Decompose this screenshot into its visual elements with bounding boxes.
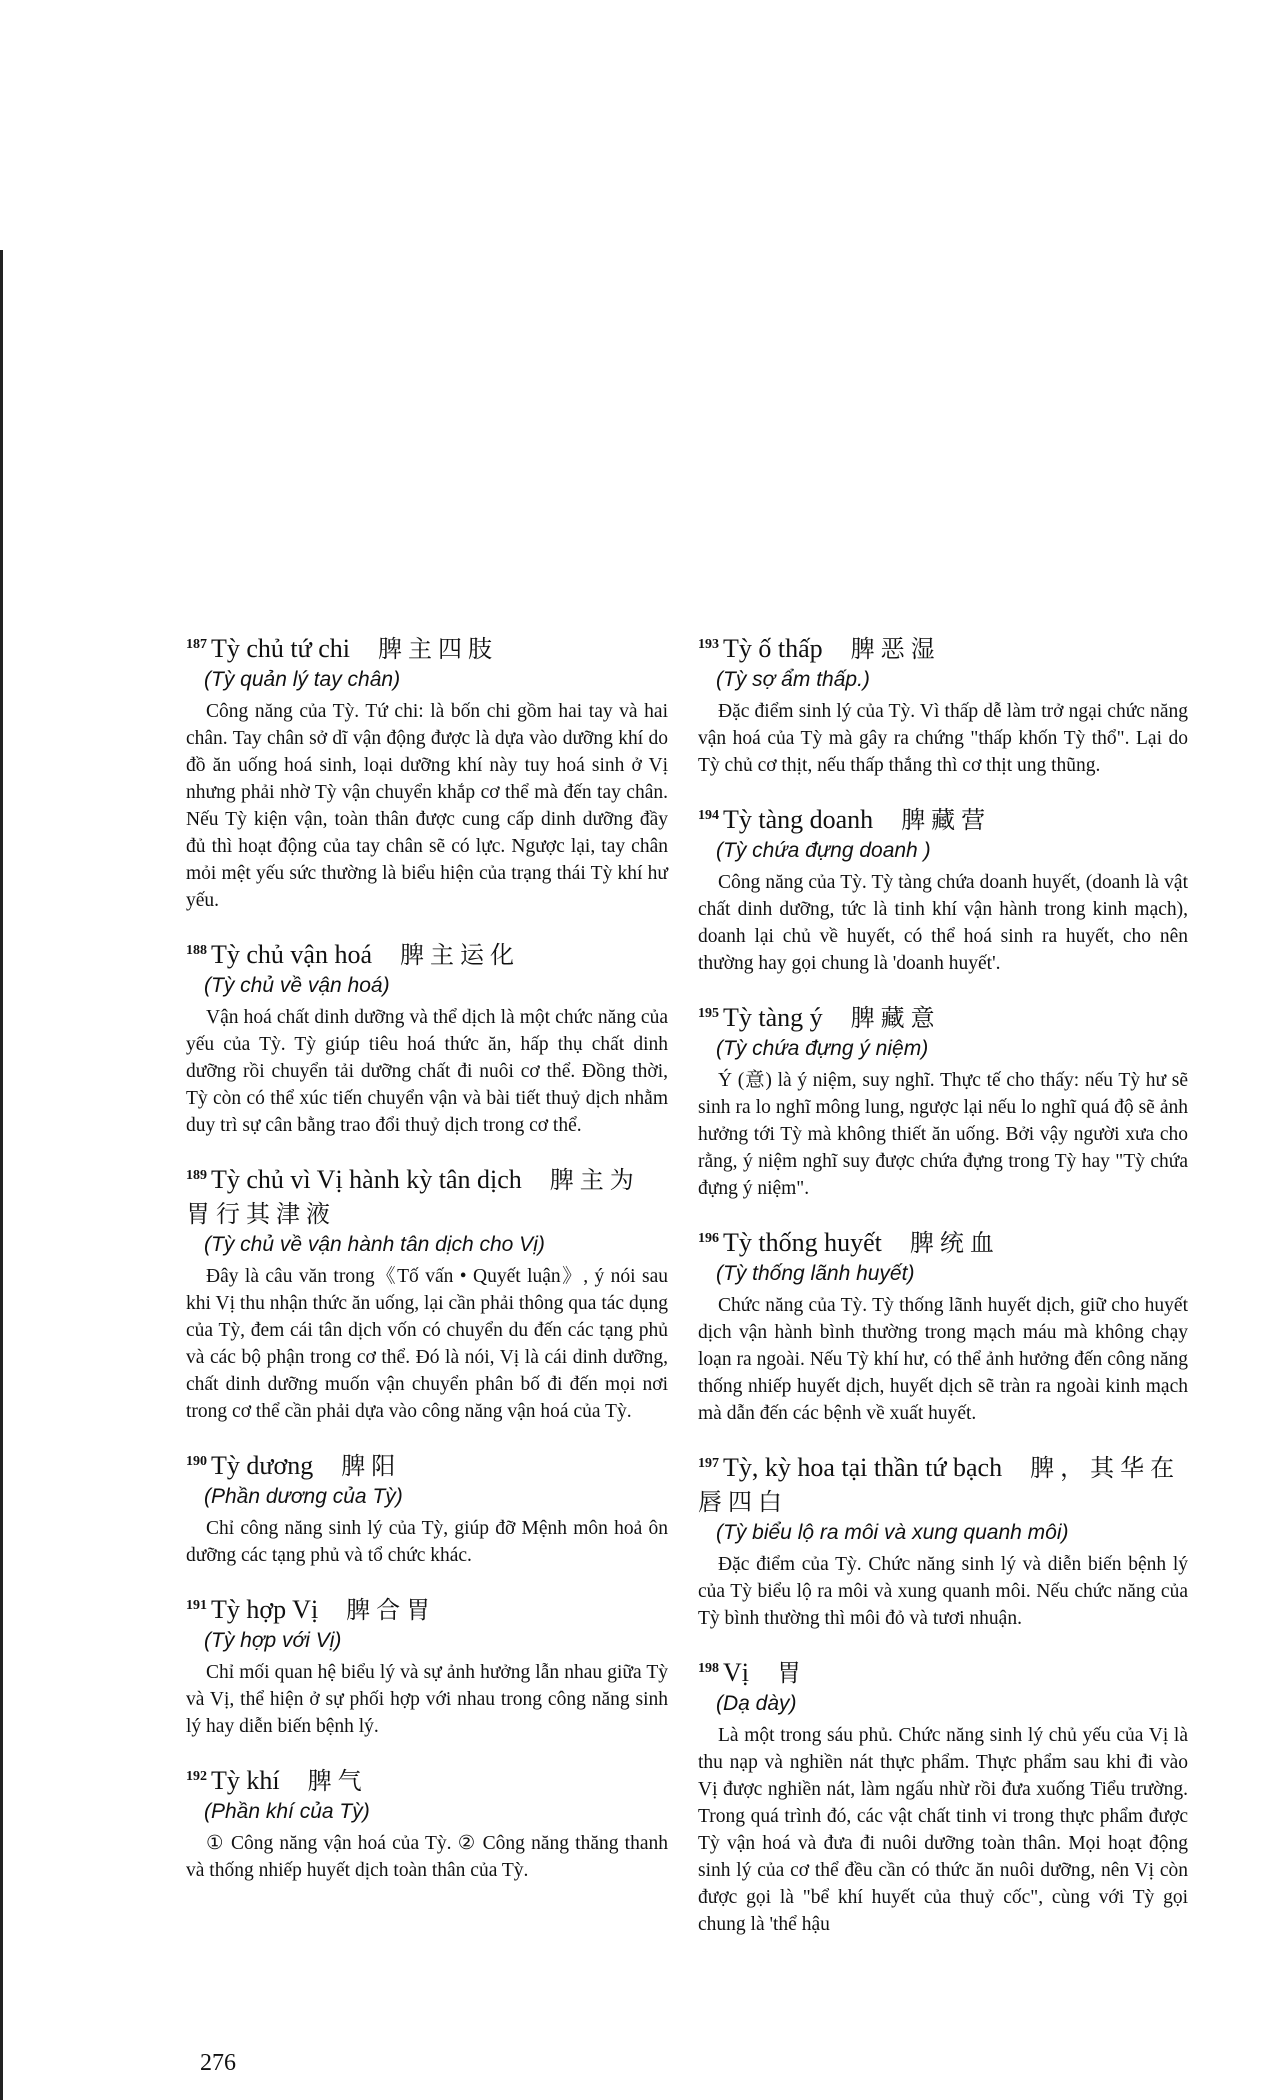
entry-number: 188 xyxy=(186,943,207,958)
right-column xyxy=(698,628,1188,1958)
entry-heading xyxy=(698,997,1188,1035)
entry-heading xyxy=(698,1222,1188,1260)
entry-194 xyxy=(698,799,1188,977)
entry-190 xyxy=(186,1445,668,1569)
entry-heading xyxy=(698,1652,1188,1690)
entry-body: Công năng của Tỳ. Tứ chi: là bốn chi gồm hai tay và hai chân. Tay chân sở dĩ vận động được là dựa vào dưỡng khí do đồ ăn uống hoá sinh, loại dưỡng khí này tuy hoá sinh ở Vị nhưng phải nhờ Tỳ vận chuyển khắp cơ thể mà đến tay chân. Nếu Tỳ kiện vận, toàn thân được cung cấp dinh dưỡng đầy đủ thì hoạt động của tay chân sẽ có lực. Ngược lại, tay chân mỏi mệt yếu sức thường là biểu hiện của trạng thái Tỳ khí hư yếu. xyxy=(186,701,668,911)
entry-heading xyxy=(186,628,668,666)
entry-number: 192 xyxy=(186,1769,207,1784)
entry-body: Đặc điểm sinh lý của Tỳ. Vì thấp dễ làm trở ngại chức năng vận hoá của Tỳ mà gây ra chứng "thấp khốn Tỳ thổ". Lại do Tỳ chủ cơ thịt, nếu thấp thắng thì cơ thịt ung thũng. xyxy=(698,701,1188,776)
entry-subtitle: (Tỳ quản lý tay chân) xyxy=(204,668,401,691)
entry-title: Tỳ dương xyxy=(211,1451,314,1480)
entry-hanzi: 脾统血 xyxy=(909,1229,1000,1257)
entry-heading xyxy=(186,1159,668,1231)
entry-number: 189 xyxy=(186,1168,207,1183)
entry-title: Tỳ chủ vì Vị hành kỳ tân dịch xyxy=(211,1165,522,1194)
entry-subtitle: (Dạ dày) xyxy=(716,1692,797,1715)
entry-number: 197 xyxy=(698,1456,719,1471)
entry-subtitle: (Tỳ biểu lộ ra môi và xung quanh môi) xyxy=(716,1521,1069,1544)
entry-body: Chỉ mối quan hệ biểu lý và sự ảnh hưởng lẫn nhau giữa Tỳ và Vị, thể hiện ở sự phối hợp với nhau trong công năng sinh lý hay diễn biến bệnh lý. xyxy=(186,1662,668,1737)
entry-subtitle: (Tỳ sợ ẩm thấp.) xyxy=(716,668,870,691)
entry-hanzi: 脾合胃 xyxy=(346,1596,437,1624)
entry-191 xyxy=(186,1589,668,1740)
entry-title: Tỳ khí xyxy=(211,1766,280,1795)
entry-number: 191 xyxy=(186,1598,207,1613)
entry-body: Đặc điểm của Tỳ. Chức năng sinh lý và diễn biến bệnh lý của Tỳ biểu lộ ra môi và xung quanh môi. Nếu chức năng của Tỳ bình thường thì môi đỏ và tươi nhuận. xyxy=(698,1554,1188,1629)
entry-title: Tỳ tàng ý xyxy=(723,1003,823,1032)
entry-197 xyxy=(698,1447,1188,1632)
page-edge-shadow xyxy=(0,250,3,2100)
entry-title: Tỳ chủ tứ chi xyxy=(211,634,351,663)
entry-title: Tỳ chủ vận hoá xyxy=(211,940,373,969)
entry-body: Ý (意) là ý niệm, suy nghĩ. Thực tế cho thấy: nếu Tỳ hư sẽ sinh ra lo nghĩ mông lung, ngược lại nếu lo nghĩ quá độ sẽ ảnh hưởng tới Tỳ mà không thiết ăn uống. Bởi vậy người xưa cho rằng, ý niệm nghĩ suy được chứa đựng trong Tỳ hay "Tỳ chứa đựng ý niệm". xyxy=(698,1070,1188,1199)
entry-title: Vị xyxy=(723,1658,749,1687)
entry-heading xyxy=(186,934,668,972)
entry-body: Là một trong sáu phủ. Chức năng sinh lý chủ yếu của Vị là thu nạp và nghiền nát thực phẩm. Thực phẩm sau khi đi vào Vị được nghiền nát, làm ngấu nhừ rồi đưa xuống Tiểu trường. Trong quá trình đó, các vật chất tinh vi trong thực phẩm được Tỳ vận hoá và đưa đi nuôi dưỡng toàn thân. Mọi hoạt động sinh lý của cơ thể đều cần có thức ăn nuôi dưỡng, nên Vị còn được gọi là "bể khí huyết của thuỷ cốc", cùng với Tỳ gọi chung là 'thể hậu xyxy=(698,1725,1188,1935)
entry-hanzi: 脾主为胃行其津液 xyxy=(186,1166,640,1228)
entry-subtitle: (Phần dương của Tỳ) xyxy=(204,1485,403,1508)
entry-hanzi: 脾，其华在唇四白 xyxy=(698,1454,1181,1516)
entry-189 xyxy=(186,1159,668,1425)
entry-hanzi: 脾恶湿 xyxy=(850,635,941,663)
entry-number: 190 xyxy=(186,1454,207,1469)
entry-196 xyxy=(698,1222,1188,1427)
entry-heading xyxy=(186,1760,668,1798)
entry-heading xyxy=(186,1589,668,1627)
entry-number: 187 xyxy=(186,637,207,652)
entry-193 xyxy=(698,628,1188,779)
entry-number: 194 xyxy=(698,808,719,823)
page-number: 276 xyxy=(200,2050,236,2076)
entry-subtitle: (Tỳ chứa đựng ý niệm) xyxy=(716,1037,929,1060)
entry-subtitle: (Tỳ hợp với Vị) xyxy=(204,1629,342,1652)
entry-heading xyxy=(698,1447,1188,1519)
entry-hanzi: 脾气 xyxy=(307,1767,368,1795)
entry-hanzi: 胃 xyxy=(777,1659,807,1687)
entry-number: 196 xyxy=(698,1231,719,1246)
entry-subtitle: (Tỳ thống lãnh huyết) xyxy=(716,1262,915,1285)
entry-heading xyxy=(698,799,1188,837)
entry-hanzi: 脾藏营 xyxy=(901,806,992,834)
entry-subtitle: (Tỳ chủ về vận hành tân dịch cho Vị) xyxy=(204,1233,545,1256)
entry-body: Chức năng của Tỳ. Tỳ thống lãnh huyết dịch, giữ cho huyết dịch vận hành bình thường trong mạch máu mà không chạy loạn ra ngoài. Nếu Tỳ khí hư, có thể ảnh hưởng đến công năng thống nhiếp huyết dịch, huyết dịch sẽ tràn ra ngoài kinh mạch mà dẫn đến các bệnh về xuất huyết. xyxy=(698,1295,1188,1424)
entry-192 xyxy=(186,1760,668,1884)
entry-195 xyxy=(698,997,1188,1202)
entry-heading xyxy=(186,1445,668,1483)
entry-title: Tỳ tàng doanh xyxy=(723,805,874,834)
entry-number: 198 xyxy=(698,1661,719,1676)
entry-body: Công năng của Tỳ. Tỳ tàng chứa doanh huyết, (doanh là vật chất dinh dưỡng, tức là tinh khí vận hành trong kinh mạch), doanh lại chủ về huyết, có thể hoá sinh ra huyết, cho nên thường hay gọi chung là 'doanh huyết'. xyxy=(698,872,1188,974)
entry-body: Chỉ công năng sinh lý của Tỳ, giúp đỡ Mệnh môn hoả ôn dưỡng các tạng phủ và tổ chức khác. xyxy=(186,1518,668,1566)
entry-188 xyxy=(186,934,668,1139)
entry-subtitle: (Tỳ chủ về vận hoá) xyxy=(204,974,390,997)
entry-body: Đây là câu văn trong《Tố vấn • Quyết luận》, ý nói sau khi Vị thu nhận thức ăn uống, lại cần phải thông qua tác dụng của Tỳ, đem cái tân dịch vốn có chuyển du đến các tạng phủ và các bộ phận trong cơ thể. Đó là nói, Vị là cái dinh dưỡng, chất dinh dưỡng muốn vận chuyển phân bố đi đến mọi nơi trong cơ thể cần phải dựa vào công năng vận hoá của Tỳ. xyxy=(186,1266,668,1422)
entry-title: Tỳ thống huyết xyxy=(723,1228,882,1257)
entry-title: Tỳ ố thấp xyxy=(723,634,823,663)
entry-heading xyxy=(698,628,1188,666)
entry-title: Tỳ hợp Vị xyxy=(211,1595,319,1624)
entry-body: Vận hoá chất dinh dưỡng và thể dịch là một chức năng của yếu của Tỳ. Tỳ giúp tiêu hoá thức ăn, hấp thụ chất dinh dưỡng rồi chuyển tải dưỡng chất đi nuôi cơ thể. Đồng thời, Tỳ còn có thể xúc tiến chuyển vận và bài tiết thuỷ dịch nhằm duy trì sự cân bằng trao đổi thuỷ dịch trong cơ thể. xyxy=(186,1007,668,1136)
entry-hanzi: 脾主四肢 xyxy=(378,635,499,663)
entry-198 xyxy=(698,1652,1188,1938)
entry-number: 195 xyxy=(698,1006,719,1021)
entry-subtitle: (Tỳ chứa đựng doanh ) xyxy=(716,839,931,862)
entry-body: ① Công năng vận hoá của Tỳ. ② Công năng thăng thanh và thống nhiếp huyết dịch toàn thân của Tỳ. xyxy=(186,1833,668,1881)
entry-number: 193 xyxy=(698,637,719,652)
entry-hanzi: 脾阳 xyxy=(341,1452,402,1480)
entry-title: Tỳ, kỳ hoa tại thần tứ bạch xyxy=(723,1453,1003,1482)
entry-187 xyxy=(186,628,668,914)
entry-hanzi: 脾主运化 xyxy=(400,941,521,969)
entry-subtitle: (Phần khí của Tỳ) xyxy=(204,1800,370,1823)
left-column xyxy=(186,628,668,1904)
entry-hanzi: 脾藏意 xyxy=(850,1004,941,1032)
